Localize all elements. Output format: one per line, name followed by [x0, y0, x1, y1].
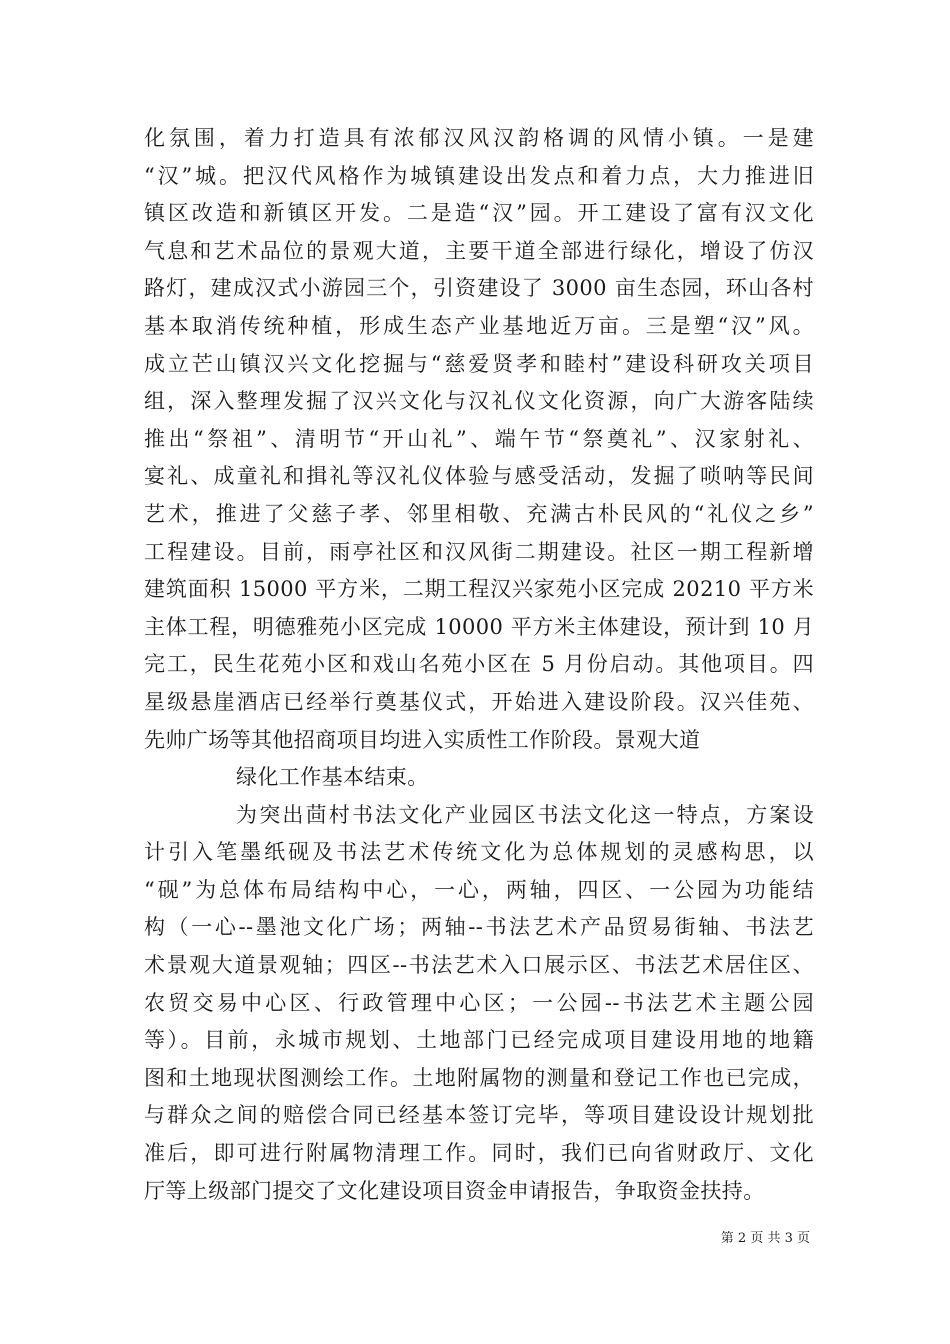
text-line: 建筑面积 15000 平方米，二期工程汉兴家苑小区完成 20210 平方米	[144, 577, 814, 602]
text-line: 准后，即可进行附属物清理工作。同时，我们已向省财政厅、文化	[144, 1141, 814, 1166]
text-line: 与群众之间的赔偿合同已经基本签订完毕，等项目建设设计规划批	[144, 1103, 814, 1128]
text-line: 厅等上级部门提交了文化建设项目资金申请报告，争取资金扶持。	[144, 1178, 765, 1203]
text-line: 化氛围，着力打造具有浓郁汉风汉韵格调的风情小镇。一是建	[144, 126, 814, 150]
text-line: 主体工程，明德雅苑小区完成 10000 平方米主体建设，预计到 10 月	[144, 614, 814, 639]
text-line: “砚”为总体布局结构中心，一心，两轴，四区、一公园为功能结	[144, 877, 814, 902]
text-line: 艺术，推进了父慈子孝、邻里相敬、充满古朴民风的“礼仪之乡”	[144, 501, 814, 526]
text-line: 为突出茴村书法文化产业园区书法文化这一特点，方案设	[236, 802, 814, 827]
text-line: 星级悬崖酒店已经举行奠基仪式，开始进入建设阶段。汉兴佳苑、	[144, 689, 814, 714]
text-line: 组，深入整理发掘了汉兴文化与汉礼仪文化资源，向广大游客陆续	[144, 389, 814, 414]
text-line: “汉”城。把汉代风格作为城镇建设出发点和着力点，大力推进旧	[144, 163, 814, 188]
text-line: 等）。目前，永城市规划、土地部门已经完成项目建设用地的地籍	[144, 1028, 814, 1053]
page-number: 第 2 页 共 3 页	[720, 1231, 810, 1246]
text-line: 绿化工作基本结束。	[236, 765, 429, 790]
text-line: 路灯，建成汉式小游园三个，引资建设了 3000 亩生态园，环山各村	[144, 276, 814, 301]
text-line: 计引入笔墨纸砚及书法艺术传统文化为总体规划的灵感构思，以	[144, 840, 814, 865]
text-line: 构（一心--墨池文化广场；两轴--书法艺术产品贸易街轴、书法艺	[144, 915, 814, 940]
text-line: 基本取消传统种植，形成生态产业基地近万亩。三是塑“汉”风。	[144, 313, 814, 338]
text-line: 推出“祭祖”、清明节“开山礼”、端午节“祭奠礼”、汉家射礼、	[144, 426, 814, 451]
text-line: 农贸交易中心区、行政管理中心区；一公园--书法艺术主题公园	[144, 990, 814, 1015]
text-line: 镇区改造和新镇区开发。二是造“汉”园。开工建设了富有汉文化	[144, 201, 814, 226]
text-line: 先帅广场等其他招商项目均进入实质性工作阶段。景观大道	[144, 727, 701, 752]
text-line: 图和土地现状图测绘工作。土地附属物的测量和登记工作也已完成，	[144, 1065, 814, 1090]
text-line: 工程建设。目前，雨亭社区和汉风街二期建设。社区一期工程新增	[144, 539, 814, 564]
text-line: 完工，民生花苑小区和戏山名苑小区在 5 月份启动。其他项目。四	[144, 652, 814, 677]
text-line: 成立芒山镇汉兴文化挖掘与“慈爱贤孝和睦村”建设科研攻关项目	[144, 351, 814, 376]
text-line: 术景观大道景观轴；四区--书法艺术入口展示区、书法艺术居住区、	[144, 953, 814, 978]
text-line: 气息和艺术品位的景观大道，主要干道全部进行绿化，增设了仿汉	[144, 238, 814, 263]
body-text	[144, 120, 814, 1210]
text-line: 宴礼、成童礼和揖礼等汉礼仪体验与感受活动，发掘了唢呐等民间	[144, 464, 814, 489]
